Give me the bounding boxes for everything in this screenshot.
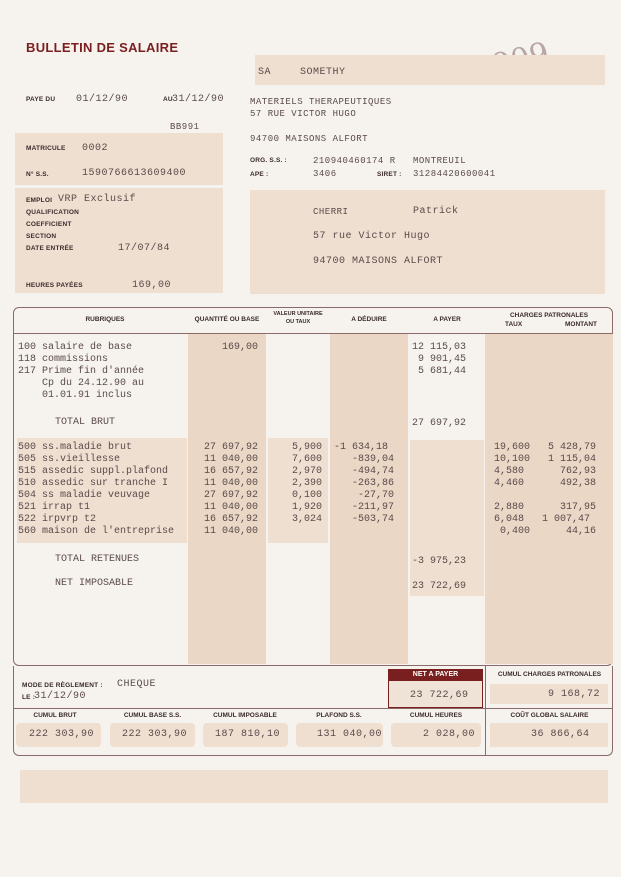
mode-reglement-label: MODE DE RÈGLEMENT : — [22, 682, 103, 689]
retenue-taux: 3,024 — [292, 514, 323, 525]
patronal-montant: 5 428,79 — [548, 442, 597, 453]
retenue-taux: 7,600 — [292, 454, 323, 465]
cout-global-value: 36 866,64 — [531, 729, 590, 740]
paye-du-label: PAYE DU — [26, 96, 56, 103]
retenue-label: 505 ss.vieillesse — [18, 454, 121, 465]
coefficient-label: COEFFICIENT — [26, 221, 72, 228]
retenue-deduire: -263,86 — [352, 478, 395, 489]
au-value: 31/12/90 — [172, 94, 225, 105]
charges-column-shade — [485, 334, 613, 664]
header-deduire: A DÉDUIRE — [351, 316, 387, 323]
retenue-deduire: -211,97 — [352, 502, 395, 513]
cumul-imposable-label: CUMUL IMPOSABLE — [213, 712, 277, 719]
urssaf-city: MONTREUIL — [413, 156, 467, 166]
retenue-base: 11 040,00 — [204, 526, 259, 537]
cumul-heures-label: CUMUL HEURES — [409, 712, 463, 719]
entree-value: 17/07/84 — [118, 243, 171, 254]
urssaf-value: 210940460174 R — [313, 156, 396, 166]
retenue-label: 515 assedic suppl.plafond — [18, 466, 169, 477]
payer-lower-shade — [410, 440, 484, 596]
header-taux: TAUX — [505, 321, 523, 328]
cumul-base-label: CUMUL BASE S.S. — [123, 712, 182, 719]
section-label: SECTION — [26, 233, 57, 240]
gain-payer: 12 115,03 — [412, 342, 467, 353]
patronal-montant: 317,95 — [560, 502, 597, 513]
cumul-brut-value: 222 303,90 — [29, 729, 95, 740]
patronal-taux: 0,400 — [500, 526, 531, 537]
retenue-label: 500 ss.maladie brut — [18, 442, 133, 453]
emploi-label: EMPLOI — [26, 197, 53, 204]
retenue-base: 11 040,00 — [204, 502, 259, 513]
retenue-label: 521 irrap t1 — [18, 502, 91, 513]
cumul-base-value: 222 303,90 — [122, 729, 188, 740]
retenue-taux: 1,920 — [292, 502, 323, 513]
bottom-band — [20, 770, 608, 803]
cumul-charges-value: 9 168,72 — [548, 689, 601, 700]
patronal-taux: 4,460 — [494, 478, 525, 489]
net-imposable-label: NET IMPOSABLE — [55, 578, 134, 589]
patronal-montant: 1 115,04 — [548, 454, 597, 465]
siret-label: SIRET : — [377, 171, 402, 178]
paye-du-value: 01/12/90 — [76, 94, 129, 105]
retenue-base: 16 657,92 — [204, 466, 259, 477]
patronal-montant: 44,16 — [566, 526, 597, 537]
gain-quantite: 169,00 — [222, 342, 259, 353]
footer-column-divider — [485, 666, 486, 756]
employee-last-name: CHERRI — [313, 207, 349, 217]
retenue-base: 27 697,92 — [204, 442, 259, 453]
retenue-label: 510 assedic sur tranche I — [18, 478, 169, 489]
cumul-imposable-value: 187 810,10 — [215, 729, 281, 740]
matricule-value: 0002 — [82, 143, 109, 154]
plafond-label: PLAFOND S.S. — [316, 712, 362, 719]
retenue-taux: 2,390 — [292, 478, 323, 489]
heures-label: HEURES PAYÉES — [26, 282, 83, 289]
employee-address1: 57 rue Victor Hugo — [313, 231, 431, 242]
footer-divider — [13, 708, 613, 709]
employer-line2: 57 RUE VICTOR HUGO — [250, 109, 357, 119]
plafond-value: 131 040,00 — [317, 729, 383, 740]
net-a-payer-value: 23 722,69 — [410, 690, 469, 701]
au-label: AU — [163, 96, 173, 103]
patronal-montant: 492,38 — [560, 478, 597, 489]
cout-global-label: COÛT GLOBAL SALAIRE — [510, 712, 589, 719]
employer-line1: MATERIELS THERAPEUTIQUES — [250, 97, 392, 107]
employer-line3: 94700 MAISONS ALFORT — [250, 134, 369, 144]
net-imposable-value: 23 722,69 — [412, 581, 467, 592]
header-rubriques: RUBRIQUES — [85, 316, 125, 323]
total-retenues-label: TOTAL RETENUES — [55, 554, 140, 565]
gain-label: 217 Prime fin d'année — [18, 366, 145, 377]
retenue-taux: 0,100 — [292, 490, 323, 501]
mode-reglement-value: CHEQUE — [117, 679, 157, 690]
gain-label: 118 commissions — [18, 354, 109, 365]
total-brut-label: TOTAL BRUT — [55, 417, 116, 428]
reference-number: BB991 — [170, 122, 200, 132]
retenue-base: 11 040,00 — [204, 478, 259, 489]
gain-payer: 9 901,45 — [418, 354, 467, 365]
retenue-label: 522 irpvrp t2 — [18, 514, 97, 525]
retenue-deduire: -27,70 — [358, 490, 395, 501]
retenue-taux: 5,900 — [292, 442, 323, 453]
patronal-taux: 2,880 — [494, 502, 525, 513]
retenue-deduire: -494,74 — [352, 466, 395, 477]
retenue-base: 16 657,92 — [204, 514, 259, 525]
ss-value: 1590766613609400 — [82, 168, 187, 179]
qualification-label: QUALIFICATION — [26, 209, 80, 216]
retenue-label: 504 ss maladie veuvage — [18, 490, 151, 501]
employer-prefix: SA — [258, 67, 272, 78]
entree-label: DATE ENTRÉE — [26, 245, 74, 252]
ss-label: N° S.S. — [26, 171, 49, 178]
patronal-taux: 6,048 — [494, 514, 525, 525]
matricule-label: MATRICULE — [26, 145, 66, 152]
total-retenues-value: -3 975,23 — [412, 556, 467, 567]
header-charges: CHARGES PATRONALES — [509, 312, 589, 319]
employee-first-name: Patrick — [413, 206, 459, 217]
employee-address2: 94700 MAISONS ALFORT — [313, 256, 444, 267]
retenue-base: 11 040,00 — [204, 454, 259, 465]
gain-label: 100 salaire de base — [18, 342, 133, 353]
patronal-montant: 762,93 — [560, 466, 597, 477]
retenue-deduire: -839,04 — [352, 454, 395, 465]
header-payer: A PAYER — [433, 316, 461, 323]
cumul-brut-label: CUMUL BRUT — [33, 712, 77, 719]
gain-label: Cp du 24.12.90 au — [18, 378, 145, 389]
employer-name: SOMETHY — [300, 67, 346, 78]
retenue-deduire: -503,74 — [352, 514, 395, 525]
patronal-montant: 1 007,47 — [542, 514, 591, 525]
emploi-value: VRP Exclusif — [58, 194, 137, 205]
cumul-charges-label: CUMUL CHARGES PATRONALES — [497, 671, 602, 678]
urssaf-label: ORG. S.S. : — [250, 157, 287, 164]
retenue-base: 27 697,92 — [204, 490, 259, 501]
le-label: LE : — [22, 694, 36, 701]
patronal-taux: 19,600 — [494, 442, 531, 453]
header-ou-taux: OU TAUX — [285, 319, 311, 325]
patronal-taux: 4,580 — [494, 466, 525, 477]
document-title: BULLETIN DE SALAIRE — [26, 40, 179, 55]
retenue-taux: 2,970 — [292, 466, 323, 477]
patronal-taux: 10,100 — [494, 454, 531, 465]
net-a-payer-label: NET A PAYER — [388, 669, 483, 681]
retenue-label: 560 maison de l'entreprise — [18, 526, 175, 537]
retenue-deduire: -1 634,18 — [334, 442, 389, 453]
ape-label: APE : — [250, 171, 269, 178]
ape-value: 3406 — [313, 169, 337, 179]
siret-value: 31284420600041 — [413, 169, 496, 179]
total-brut-value: 27 697,92 — [412, 418, 467, 429]
le-value: 31/12/90 — [34, 691, 87, 702]
gain-label: 01.01.91 inclus — [18, 390, 133, 401]
header-quantite: QUANTITÉ OU BASE — [194, 316, 260, 323]
header-montant: MONTANT — [565, 321, 598, 328]
gain-payer: 5 681,44 — [418, 366, 467, 377]
cumul-heures-value: 2 028,00 — [423, 729, 476, 740]
heures-value: 169,00 — [132, 280, 172, 291]
header-valeur-unitaire: VALEUR UNITAIRE — [273, 311, 323, 317]
